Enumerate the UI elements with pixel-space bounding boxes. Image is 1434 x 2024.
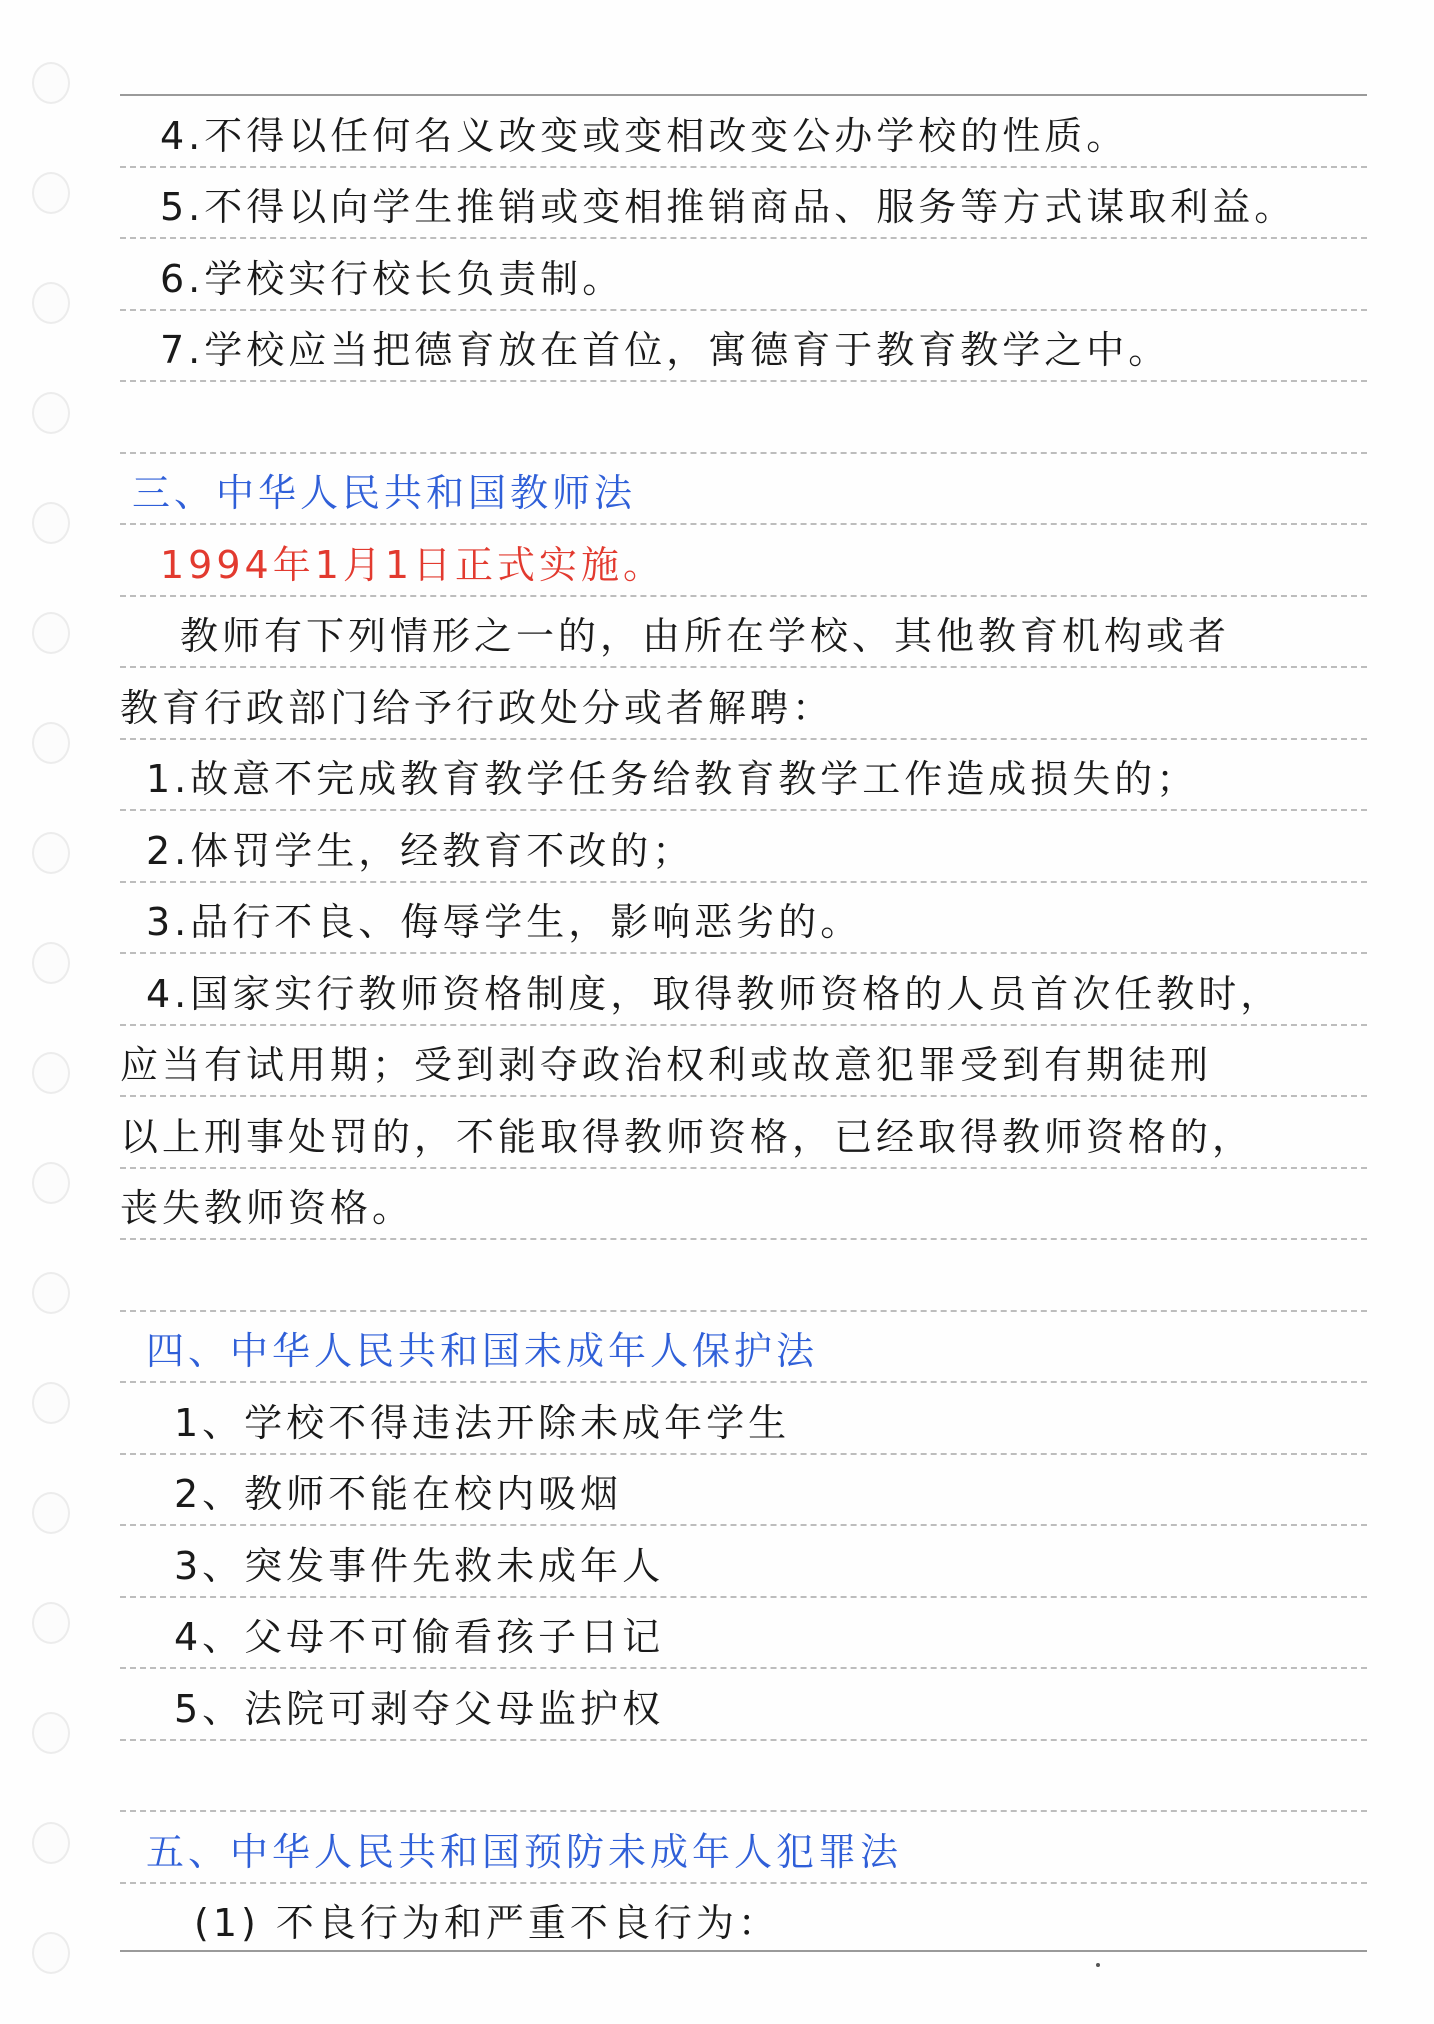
binder-hole — [32, 612, 70, 654]
ruled-line — [120, 1596, 1367, 1598]
binder-holes — [28, 0, 78, 2024]
minors-protection-item-4: 4、父母不可偷看孩子日记 — [174, 1615, 665, 1659]
binder-hole — [32, 1052, 70, 1094]
teachers-law-item-3: 3.品行不良、侮辱学生，影响恶劣的。 — [146, 900, 863, 944]
ruled-line — [120, 1882, 1367, 1884]
ruled-line — [120, 380, 1367, 382]
binder-hole — [32, 282, 70, 324]
ruled-line — [120, 595, 1367, 597]
ruled-line — [120, 1810, 1367, 1812]
minors-protection-item-1: 1、学校不得违法开除未成年学生 — [174, 1401, 791, 1445]
paragraph-line: 教师有下列情形之一的，由所在学校、其他教育机构或者 — [180, 614, 1231, 658]
binder-hole — [32, 1382, 70, 1424]
binder-hole — [32, 832, 70, 874]
paragraph-line: 以上刑事处罚的，不能取得教师资格，已经取得教师资格的， — [120, 1115, 1255, 1159]
binder-hole — [32, 942, 70, 984]
school-law-item-4: 4.不得以任何名义改变或变相改变公办学校的性质。 — [160, 114, 1129, 158]
ruled-line — [120, 452, 1367, 454]
effective-date-note: 1994年1月1日正式实施。 — [160, 543, 666, 587]
ruled-line — [120, 1739, 1367, 1741]
paragraph-line: 应当有试用期；受到剥夺政治权利或故意犯罪受到有期徒刑 — [120, 1043, 1213, 1087]
minors-protection-item-3: 3、突发事件先救未成年人 — [174, 1544, 665, 1588]
paragraph-line: 丧失教师资格。 — [120, 1186, 415, 1230]
binder-hole — [32, 722, 70, 764]
ruled-line — [120, 881, 1367, 883]
ruled-line — [120, 1453, 1367, 1455]
minors-protection-item-5: 5、法院可剥夺父母监护权 — [174, 1687, 665, 1731]
ruled-line — [120, 1167, 1367, 1169]
binder-hole — [32, 502, 70, 544]
ruled-line — [120, 1238, 1367, 1240]
ruled-line — [120, 738, 1367, 740]
binder-hole — [32, 392, 70, 434]
crime-prevention-item-1: (1) 不良行为和严重不良行为： — [194, 1901, 780, 1945]
binder-hole — [32, 1492, 70, 1534]
ruled-line — [120, 309, 1367, 311]
ruled-line — [120, 952, 1367, 954]
ruled-line — [120, 1310, 1367, 1312]
school-law-item-7: 7.学校应当把德育放在首位，寓德育于教育教学之中。 — [160, 328, 1171, 372]
binder-hole — [32, 1162, 70, 1204]
binder-hole — [32, 1822, 70, 1864]
teachers-law-item-1: 1.故意不完成教育教学任务给教育教学工作造成损失的； — [146, 757, 1199, 801]
binder-hole — [32, 1272, 70, 1314]
section-heading-teachers-law: 三、中华人民共和国教师法 — [132, 471, 637, 515]
ruled-line — [120, 1024, 1367, 1026]
binder-hole — [32, 1712, 70, 1754]
section-heading-minors-protection-law: 四、中华人民共和国未成年人保护法 — [146, 1329, 819, 1373]
school-law-item-6: 6.学校实行校长负责制。 — [160, 257, 625, 301]
ruled-line — [120, 1667, 1367, 1669]
binder-hole — [32, 1932, 70, 1974]
ruled-line — [120, 1381, 1367, 1383]
ink-dot — [1096, 1963, 1100, 1967]
ruled-line — [120, 666, 1367, 668]
top-rule — [120, 94, 1367, 96]
ruled-line — [120, 166, 1367, 168]
binder-hole — [32, 172, 70, 214]
ruled-line — [120, 1524, 1367, 1526]
section-heading-juvenile-crime-prevention-law: 五、中华人民共和国预防未成年人犯罪法 — [146, 1830, 903, 1874]
teachers-law-item-2: 2.体罚学生，经教育不改的； — [146, 829, 695, 873]
ruled-line — [120, 1095, 1367, 1097]
minors-protection-item-2: 2、教师不能在校内吸烟 — [174, 1472, 623, 1516]
binder-hole — [32, 1602, 70, 1644]
school-law-item-5: 5.不得以向学生推销或变相推销商品、服务等方式谋取利益。 — [160, 185, 1297, 229]
paragraph-line: 教育行政部门给予行政处分或者解聘： — [120, 686, 835, 730]
ruled-line — [120, 237, 1367, 239]
teachers-law-item-4: 4.国家实行教师资格制度，取得教师资格的人员首次任教时， — [146, 972, 1283, 1016]
ruled-line — [120, 809, 1367, 811]
binder-hole — [32, 62, 70, 104]
ruled-line — [120, 523, 1367, 525]
